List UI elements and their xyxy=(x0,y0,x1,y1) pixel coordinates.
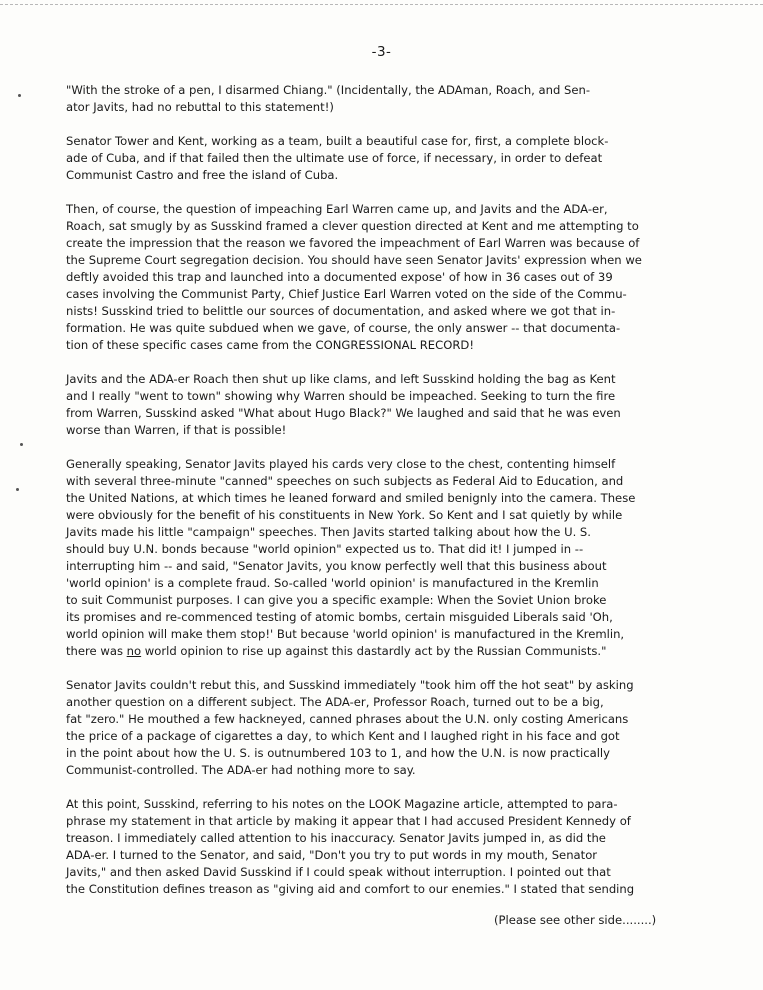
text-line: At this point, Susskind, referring to his notes on the LOOK Magazine article, attempted to para- xyxy=(66,797,618,811)
text-line: Senator Tower and Kent, working as a team, built a beautiful case for, first, a complete block- xyxy=(66,134,609,148)
text-line: ade of Cuba, and if that failed then the ultimate use of force, if necessary, in order to defeat xyxy=(66,151,603,165)
text-line: Generally speaking, Senator Javits played his cards very close to the chest, contenting himself xyxy=(66,457,616,471)
continued-note: (Please see other side........) xyxy=(494,913,657,927)
paragraph xyxy=(66,82,706,116)
text-line: formation. He was quite subdued when we gave, of course, the only answer -- that documenta- xyxy=(66,321,621,335)
margin-speck xyxy=(20,443,23,446)
letter-body xyxy=(66,82,706,915)
text-line: fat "zero." He mouthed a few hackneyed, canned phrases about the U.N. only costing Americans xyxy=(66,712,629,726)
text-line: the price of a package of cigarettes a day, to which Kent and I laughed right in his face and got xyxy=(66,729,620,743)
text-line: Javits and the ADA-er Roach then shut up like clams, and left Susskind holding the bag as Kent xyxy=(66,372,616,386)
text-line: 'world opinion' is a complete fraud. So-called 'world opinion' is manufactured in the Kremlin xyxy=(66,576,599,590)
text-line: with several three-minute "canned" speeches on such subjects as Federal Aid to Education, and xyxy=(66,474,624,488)
paragraph xyxy=(66,796,706,898)
text-line: phrase my statement in that article by making it appear that I had accused President Kennedy of xyxy=(66,814,631,828)
paragraph xyxy=(66,677,706,779)
text-line: from Warren, Susskind asked "What about Hugo Black?" We laughed and said that he was even xyxy=(66,406,621,420)
underlined-word: no xyxy=(126,644,142,658)
text-line: tion of these specific cases came from the CONGRESSIONAL RECORD! xyxy=(66,338,474,352)
text-line: create the impression that the reason we favored the impeachment of Earl Warren was because of xyxy=(66,236,640,250)
text-line: the Constitution defines treason as "giving aid and comfort to our enemies." I stated that sending xyxy=(66,882,635,896)
paragraph xyxy=(66,371,706,439)
text-line: ADA-er. I turned to the Senator, and said, "Don't you try to put words in my mouth, Senator xyxy=(66,848,598,862)
text-line: another question on a different subject. The ADA-er, Professor Roach, turned out to be a big, xyxy=(66,695,604,709)
text-line: Roach, sat smugly by as Susskind framed a clever question directed at Kent and me attempting to xyxy=(66,219,639,233)
margin-speck xyxy=(18,94,21,97)
text-line: Communist-controlled. The ADA-er had nothing more to say. xyxy=(66,763,416,777)
text-line: "With the stroke of a pen, I disarmed Chiang." (Incidentally, the ADAman, Roach, and Sen- xyxy=(66,83,591,97)
paragraph xyxy=(66,133,706,184)
text-line: ator Javits, had no rebuttal to this statement!) xyxy=(66,100,334,114)
text-fragment: there was xyxy=(66,644,127,658)
text-line: Javits," and then asked David Susskind if I could speak without interruption. I pointed out that xyxy=(66,865,611,879)
paragraph xyxy=(66,456,706,660)
page-top-edge xyxy=(0,4,763,5)
text-line: its promises and re-commenced testing of atomic bombs, certain misguided Liberals said 'Oh, xyxy=(66,610,613,624)
text-line: were obviously for the benefit of his constituents in New York. So Kent and I sat quietly by while xyxy=(66,508,623,522)
page-number: -3- xyxy=(371,44,392,60)
text-line: nists! Susskind tried to belittle our sources of documentation, and asked where we got that in- xyxy=(66,304,616,318)
text-line: and I really "went to town" showing why Warren should be impeached. Seeking to turn the fire xyxy=(66,389,616,403)
text-line: the Supreme Court segregation decision. You should have seen Senator Javits' expression when we xyxy=(66,253,642,267)
text-line xyxy=(66,643,706,660)
text-line: Senator Javits couldn't rebut this, and Susskind immediately "took him off the hot seat" by asking xyxy=(66,678,634,692)
text-line: worse than Warren, if that is possible! xyxy=(66,423,287,437)
margin-speck xyxy=(16,488,19,491)
text-line: cases involving the Communist Party, Chief Justice Earl Warren voted on the side of the Commu- xyxy=(66,287,627,301)
text-line: Communist Castro and free the island of Cuba. xyxy=(66,168,339,182)
text-line: to suit Communist purposes. I can give you a specific example: When the Soviet Union broke xyxy=(66,593,607,607)
text-line: treason. I immediately called attention to his inaccuracy. Senator Javits jumped in, as did the xyxy=(66,831,606,845)
text-line: Then, of course, the question of impeaching Earl Warren came up, and Javits and the ADA-er, xyxy=(66,202,608,216)
text-fragment: world opinion to rise up against this dastardly act by the Russian Communists." xyxy=(141,644,607,658)
text-line: Javits made his little "campaign" speeches. Then Javits started talking about how the U. S. xyxy=(66,525,591,539)
text-line: in the point about how the U. S. is outnumbered 103 to 1, and how the U.N. is now practically xyxy=(66,746,610,760)
text-line: world opinion will make them stop!' But because 'world opinion' is manufactured in the Kremlin, xyxy=(66,627,625,641)
text-line: the United Nations, at which times he leaned forward and smiled benignly into the camera. These xyxy=(66,491,636,505)
text-line: interrupting him -- and said, "Senator Javits, you know perfectly well that this business about xyxy=(66,559,607,573)
text-line: deftly avoided this trap and launched into a documented expose' of how in 36 cases out of 39 xyxy=(66,270,613,284)
text-line: should buy U.N. bonds because "world opinion" expected us to. That did it! I jumped in -- xyxy=(66,542,584,556)
paragraph xyxy=(66,201,706,354)
